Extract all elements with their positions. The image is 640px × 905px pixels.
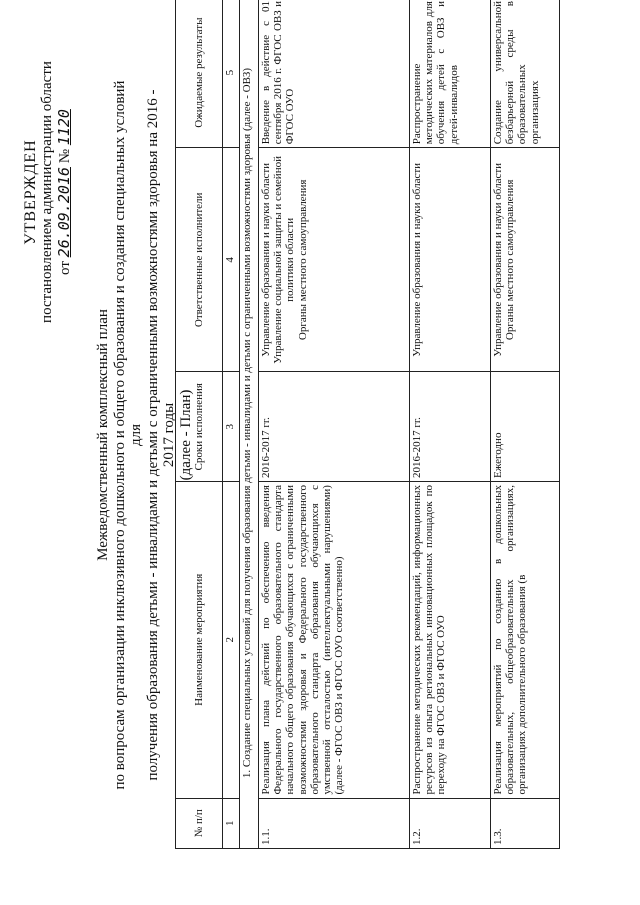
section-row: [240, 0, 259, 849]
row-name-text: Реализация мероприятий по созданию в дошкольных образовательных, общеобразовательных организациях, организациях дополнительного образования (в: [492, 485, 529, 795]
executor: Управление образования и науки области: [492, 162, 504, 357]
col-number: 3: [223, 372, 240, 482]
row-num: 1.3.: [491, 798, 560, 848]
number-prefix: №: [57, 148, 73, 164]
header-name: Наименование мероприятия: [176, 482, 223, 799]
row-name: Реализация плана действий по обеспечению введения Федерального государственного образовательного стандарта начального общего образования обучающихся с ограниченными возможностями здоровья и Федерального государственного образовательного стандарта образования обучающихся с умственной отсталостью (интеллектуальными нарушениями) (далее - ФГОС ОВЗ и ФГОС ОУО соответственно): [259, 482, 410, 799]
plan-table: [175, 0, 560, 849]
table-row: [491, 0, 560, 849]
executor: Органы местного самоуправления: [504, 179, 517, 341]
executor: Управление социальной защиты и семейной политики области: [272, 156, 297, 364]
row-term: 2016-2017 гг.: [410, 372, 491, 482]
title-line-4: (далее - План): [177, 389, 194, 481]
row-num: 1.1.: [259, 798, 410, 848]
date-prefix: от: [57, 261, 73, 275]
row-term: Ежегодно: [491, 372, 560, 482]
col-number: 4: [223, 148, 240, 372]
header-term: Сроки исполнения: [176, 372, 223, 482]
table-row: [259, 0, 410, 849]
row-result: Распространение методических материалов для обучения детей с ОВЗ и детей-инвалидов: [410, 0, 491, 148]
title-line-1: Межведомственный комплексный план: [95, 309, 111, 561]
title-line-3: получения образования детьми - инвалидами и детьми с ограниченными возможностями здоровья на 2016 - 2017 годы: [144, 89, 177, 781]
approval-date: 26.09.2016: [55, 167, 73, 258]
column-number-row: [223, 0, 240, 849]
header-results: Ожидаемые результаты: [176, 0, 223, 148]
approval-heading: УТВЕРЖДЕН: [22, 139, 39, 245]
table-header-row: [176, 0, 223, 849]
row-result: Введение в действие с 01 сентября 2016 г. ФГОС ОВЗ и ФГОС ОУО: [259, 0, 410, 148]
row-executors: [410, 148, 491, 372]
row-executors: [491, 148, 560, 372]
header-executors: Ответственные исполнители: [176, 148, 223, 372]
section-1-title: 1. Создание специальных условий для получения образования детьми - инвалидами и детьми с ограниченными возможностями здоровья (далее - ОВЗ): [240, 0, 259, 849]
approval-stamp: [22, 27, 74, 357]
row-result: [491, 0, 560, 148]
approval-number: 1120: [55, 109, 73, 146]
row-name: [491, 482, 560, 799]
col-number: 5: [223, 0, 240, 148]
row-executors: [259, 148, 410, 372]
col-number: 1: [223, 798, 240, 848]
table-row: [410, 0, 491, 849]
approval-line: постановлением администрации области: [39, 61, 55, 323]
col-number: 2: [223, 482, 240, 799]
title-line-2: по вопросам организации инклюзивного дошкольного и общего образования и создания специальных условий для: [111, 80, 144, 790]
header-num: № п/п: [176, 798, 223, 848]
row-result-text: Создание универсальной безбарьерной среды в образовательных организациях: [492, 1, 541, 145]
approval-date-line: [56, 27, 74, 357]
row-num: 1.2.: [410, 798, 491, 848]
row-name: Распространение методических рекомендаций, информационных ресурсов из опыта региональных инновационных площадок по переходу на ФГОС ОВЗ и ФГОС ОУО: [410, 482, 491, 799]
executor: Органы местного самоуправления: [296, 179, 309, 341]
executor: Управление образования и науки области: [260, 162, 272, 357]
executor: Управление образования и науки области: [411, 162, 423, 357]
row-term: 2016-2017 гг.: [259, 372, 410, 482]
